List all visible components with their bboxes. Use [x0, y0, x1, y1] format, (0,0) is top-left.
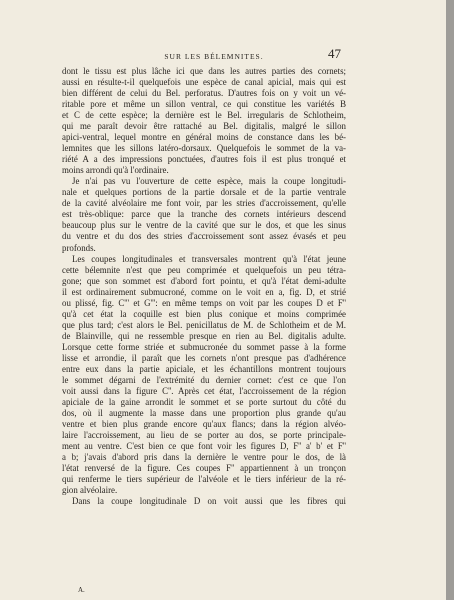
text-line: entre eux dans la partie apiciale, et les échantillons montrent toujours	[62, 363, 346, 374]
text-line: gion alvéolaire.	[62, 485, 118, 496]
text-line: apiciale de la gaine arrondit le sommet et se porte surtout du côté du	[62, 396, 346, 407]
text-line: que plus tard; c'est alors le Bel. penicillatus de M. de Schlotheim et de M.	[62, 319, 346, 330]
body-text	[62, 66, 346, 507]
text-line: il est ordinairement submucroné, comme on le voit en a, fig. D, et strié	[62, 286, 346, 297]
text-line: Dans la coupe longitudinale D on voit aussi que les fibres qui	[72, 496, 346, 507]
text-line: moins arrondi qu'à l'ordinaire.	[62, 165, 169, 176]
text-line: bien différent de celui du Bel. perforatus. D'autres fois on y voit un vé-	[62, 88, 346, 99]
text-line: aussi en résulte-t-il quelquefois une espèce de canal apicial, mais qui est	[62, 77, 346, 88]
text-line: ment au ventre. C'est bien ce que font voir les figures D, F'' a' b' et F''	[62, 441, 346, 452]
text-line: nale et quelques portions de la partie dorsale et de la partie ventrale	[62, 187, 346, 198]
text-line: Je n'ai pas vu l'ouverture de cette espèce, mais la coupe longitudi-	[72, 176, 346, 187]
text-line: ou plissé, fig. C''' et G''': en même temps on voit par les coupes D et F''	[62, 297, 346, 308]
text-line: lemnites que les sillons latéro-dorsaux. Quelquefois le sommet de la va-	[62, 143, 346, 154]
text-line: l'état renversé de la figure. Ces coupes F'' appartiennent à un tronçon	[62, 463, 346, 474]
text-line: est très-oblique: parce que la tranche des cornets intérieurs descend	[62, 209, 346, 220]
signature-mark: A.	[78, 586, 85, 594]
right-margin-band	[446, 0, 454, 600]
text-line: gone; que son sommet est d'abord fort pointu, et qu'à l'état demi-adulte	[62, 275, 346, 286]
text-line: de la cavité alvéolaire me font voir, par les stries d'accroissement, qu'elle	[62, 198, 346, 209]
text-line: Les coupes longitudinales et transversales montrent qu'à l'état jeune	[72, 253, 346, 264]
text-line: lisse et arrondie, il paraît que les cornets n'ont presque pas d'adhérence	[62, 352, 346, 363]
text-line: apici-ventral, lequel montre en général moins de constance dans les bé-	[62, 132, 346, 143]
running-title: SUR LES BÉLEMNITES.	[164, 52, 264, 61]
text-line: le sommet dégarni de l'extrémité du dernier cornet: c'est ce que l'on	[62, 374, 346, 385]
text-line: cette bélemnite n'est que peu comprimée et quelquefois un peu tétra-	[62, 264, 346, 275]
text-line: voit aussi dans la figure C''. Après cet état, l'accroissement de la région	[62, 385, 346, 396]
text-line: beaucoup plus sur le ventre de la cavité que sur le dos, et que les sinus	[62, 220, 346, 231]
text-line: dont le tissu est plus lâche ici que dans les autres parties des cornets;	[62, 66, 346, 76]
text-line: dos, où il augmente la masse dans une proportion plus grande qu'au	[62, 407, 346, 418]
text-line: qu'à cet état la coquille est bien plus conique et moins comprimée	[62, 308, 346, 319]
text-line: ventre et bien plus grande encore qu'aux flancs; dans la région alvéo-	[62, 419, 346, 429]
page-number: 47	[328, 46, 341, 61]
text-line: qui me paraît devoir être rattaché au Bel. digitalis, malgré le sillon	[62, 121, 346, 132]
text-line: a b; j'avais d'abord pris dans la dernière le ventre pour le dos, de là	[62, 452, 346, 463]
text-line: de Blainville, qui ne ressemble presque en rien au Bel. digitalis adulte.	[62, 330, 346, 341]
text-line: qui renferme le tiers supérieur de l'alvéole et le tiers inférieur de la ré-	[62, 474, 346, 485]
text-line: et C de cette espèce; la dernière est le Bel. irregularis de Schlotheim,	[62, 110, 346, 121]
text-line: Lorsque cette forme striée et submucronée du sommet passe à la forme	[62, 341, 346, 352]
text-line: laire l'accroissement, au lieu de se porter au dos, se porte principale-	[62, 430, 346, 441]
text-line: profonds.	[62, 242, 96, 253]
text-line: du ventre et du dos des stries d'accroissement sont assez évasés et peu	[62, 231, 346, 242]
text-line: ritable pore et même un sillon ventral, ce qui constitue les variétés B	[62, 99, 346, 110]
text-line: riété A a des impressions ponctuées, d'autres fois il est plus tronqué et	[62, 154, 346, 165]
